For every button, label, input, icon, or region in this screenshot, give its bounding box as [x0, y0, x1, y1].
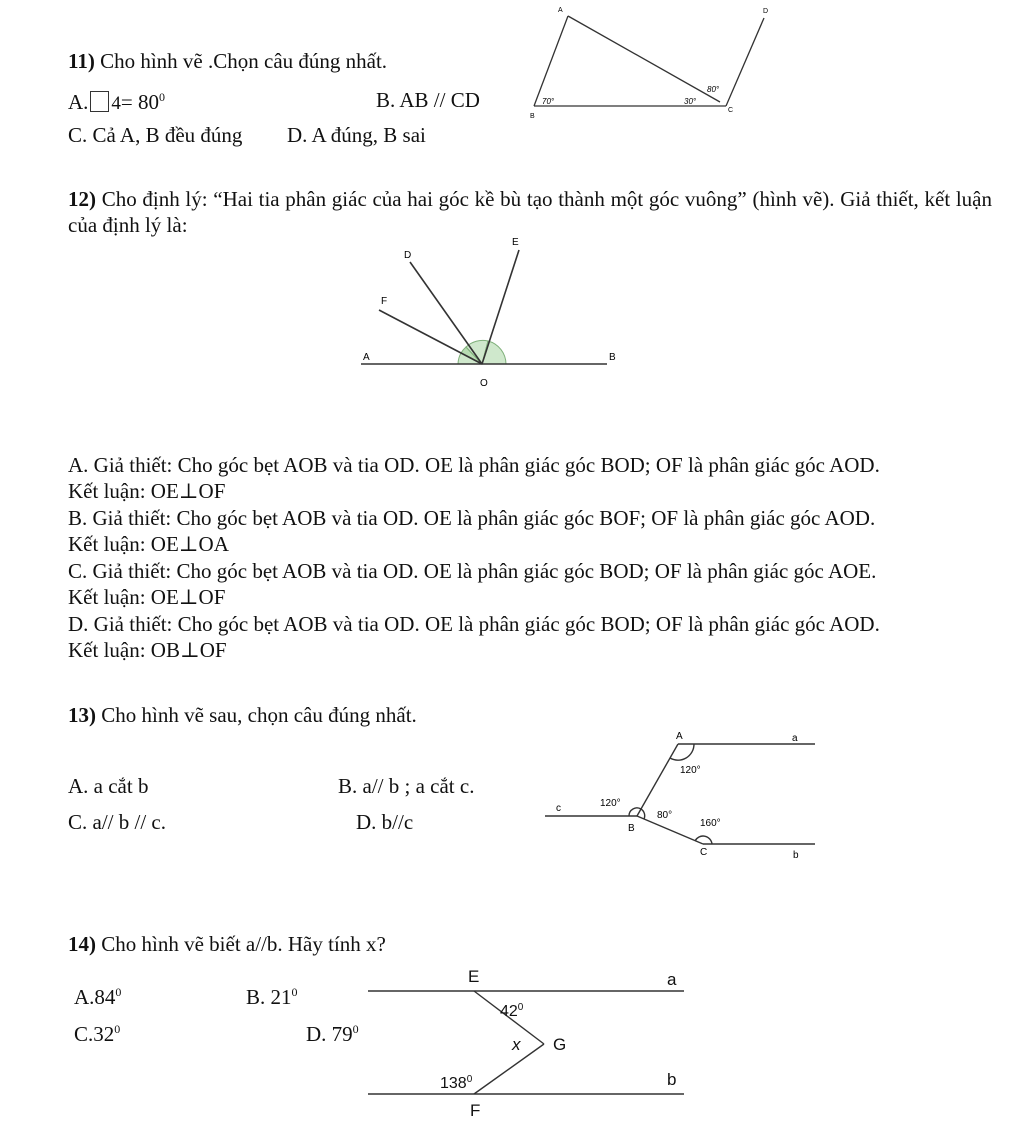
q13-label-b-line: b — [793, 850, 799, 861]
q12-ray-oe — [482, 250, 519, 364]
q14-option-a[interactable] — [74, 979, 121, 1010]
q11-segment-cd — [726, 18, 764, 106]
q11-option-a-prefix: A. — [68, 90, 89, 114]
q13-angle-a: 120° — [680, 765, 701, 776]
q14-option-b[interactable] — [246, 979, 298, 1010]
q11-text: Cho hình vẽ .Chọn câu đúng nhất. — [100, 49, 388, 73]
q14-label-x: x — [512, 1035, 521, 1054]
q13-label-a-line: a — [792, 733, 798, 744]
q13-figure — [540, 725, 825, 865]
q13-segment-ab — [637, 744, 678, 816]
q14-title — [68, 931, 386, 957]
q12-option-b[interactable] — [68, 505, 875, 557]
q11-number: 11) — [68, 49, 95, 73]
q12-figure — [355, 232, 625, 392]
q14-label-f: F — [470, 1101, 481, 1120]
q12-title — [68, 186, 992, 238]
q14-label-e: E — [468, 967, 480, 986]
q11-title — [68, 48, 387, 74]
q12-label-o: O — [480, 378, 488, 389]
q13-text: Cho hình vẽ sau, chọn câu đúng nhất. — [101, 703, 417, 727]
q12-option-c-hypothesis: C. Giả thiết: Cho góc bẹt AOB và tia OD. OE là phân giác góc BOD; OF là phân giác góc AOE. — [68, 559, 877, 583]
q11-option-a-glyph: 4 — [111, 93, 121, 114]
q11-label-c: C — [728, 107, 734, 114]
q13-angle-c: 160° — [700, 818, 721, 829]
q13-option-b[interactable]: B. a// b ; a cắt c. — [338, 774, 475, 798]
q14-option-d-value: D. 79 — [306, 1022, 353, 1046]
q14-number: 14) — [68, 932, 96, 956]
q11-option-c[interactable]: C. Cả A, B đều đúng — [68, 123, 243, 147]
q14-option-a-sup: 0 — [115, 985, 122, 999]
q12-label-e: E — [512, 237, 519, 248]
q12-option-d-conclusion: Kết luận: OB⊥OF — [68, 638, 227, 662]
q12-label-a: A — [363, 352, 370, 363]
q11-angle-b: 70° — [542, 97, 555, 106]
q13-label-c-line: c — [556, 803, 561, 814]
q11-segment-ac — [568, 16, 720, 102]
q11-option-d[interactable]: D. A đúng, B sai — [287, 123, 426, 147]
q13-option-a[interactable]: A. a cắt b — [68, 774, 149, 798]
q12-option-c[interactable] — [68, 558, 876, 610]
q12-text: Cho định lý: “Hai tia phân giác của hai góc kề bù tạo thành một góc vuông” (hình vẽ). Giả thiết, kết luận của định lý là: — [68, 187, 992, 237]
q14-text: Cho hình vẽ biết a//b. Hãy tính x? — [101, 932, 386, 956]
q14-option-c[interactable] — [74, 1016, 120, 1047]
q11-label-d: D — [763, 8, 769, 15]
q13-number: 13) — [68, 703, 96, 727]
q12-label-f: F — [381, 296, 388, 307]
q12-option-a[interactable] — [68, 452, 880, 504]
q14-option-b-sup: 0 — [291, 985, 298, 999]
q13-label-c-point: C — [700, 847, 708, 858]
q14-figure — [360, 960, 690, 1120]
q14-label-a: a — [667, 970, 677, 989]
q11-option-a-sup: 0 — [159, 90, 166, 104]
q11-option-a-value: = 80 — [120, 90, 160, 114]
q12-option-d-hypothesis: D. Giả thiết: Cho góc bẹt AOB và tia OD. OE là phân giác góc BOD; OF là phân giác góc AOD. — [68, 612, 880, 636]
q11-option-b[interactable]: B. AB // CD — [376, 88, 480, 112]
q13-label-a-point: A — [676, 731, 683, 742]
q12-number: 12) — [68, 187, 96, 211]
q14-option-c-sup: 0 — [114, 1022, 121, 1036]
q11-option-a[interactable] — [68, 84, 165, 117]
q13-arc-c — [695, 836, 712, 844]
q11-angle-c2: 80° — [707, 85, 720, 94]
q13-angle-b1: 120° — [600, 798, 621, 809]
q13-title — [68, 702, 417, 728]
q11-angle-c1: 30° — [684, 97, 697, 106]
q14-label-g: G — [553, 1035, 567, 1054]
q14-angle-e: $42^0$ — [500, 1002, 524, 1020]
q12-option-d[interactable] — [68, 611, 880, 663]
q11-label-a: A — [558, 7, 563, 14]
q12-label-d: D — [404, 250, 412, 261]
q14-label-b: b — [667, 1070, 677, 1089]
q13-option-c[interactable]: C. a// b // c. — [68, 810, 166, 834]
q12-option-b-conclusion: Kết luận: OE⊥OA — [68, 532, 229, 556]
q14-option-c-value: C.32 — [74, 1022, 115, 1046]
q14-option-d-sup: 0 — [352, 1022, 359, 1036]
q12-option-a-conclusion: Kết luận: OE⊥OF — [68, 479, 226, 503]
q13-angle-b2: 80° — [657, 810, 673, 821]
q12-option-a-hypothesis: A. Giả thiết: Cho góc bẹt AOB và tia OD. OE là phân giác góc BOD; OF là phân giác góc AOD. — [68, 453, 880, 477]
q11-segment-ab — [534, 16, 568, 106]
q14-option-b-value: B. 21 — [246, 985, 292, 1009]
q11-figure — [520, 0, 780, 130]
q14-option-d[interactable] — [306, 1016, 359, 1047]
q14-angle-f: $138^0$ — [440, 1074, 473, 1092]
q12-ray-od — [410, 262, 482, 364]
q13-label-b-point: B — [628, 823, 635, 834]
q13-option-d[interactable]: D. b//c — [356, 810, 414, 834]
q12-ray-of — [379, 310, 482, 364]
q12-option-b-hypothesis: B. Giả thiết: Cho góc bẹt AOB và tia OD. OE là phân giác góc BOF; OF là phân giác góc AOD. — [68, 506, 876, 530]
q12-option-c-conclusion: Kết luận: OE⊥OF — [68, 585, 226, 609]
q11-label-b: B — [530, 113, 535, 120]
q14-segment-gf — [474, 1044, 544, 1094]
q14-option-a-value: A.84 — [74, 985, 116, 1009]
q12-label-b: B — [609, 352, 616, 363]
missing-glyph-icon — [90, 91, 109, 112]
